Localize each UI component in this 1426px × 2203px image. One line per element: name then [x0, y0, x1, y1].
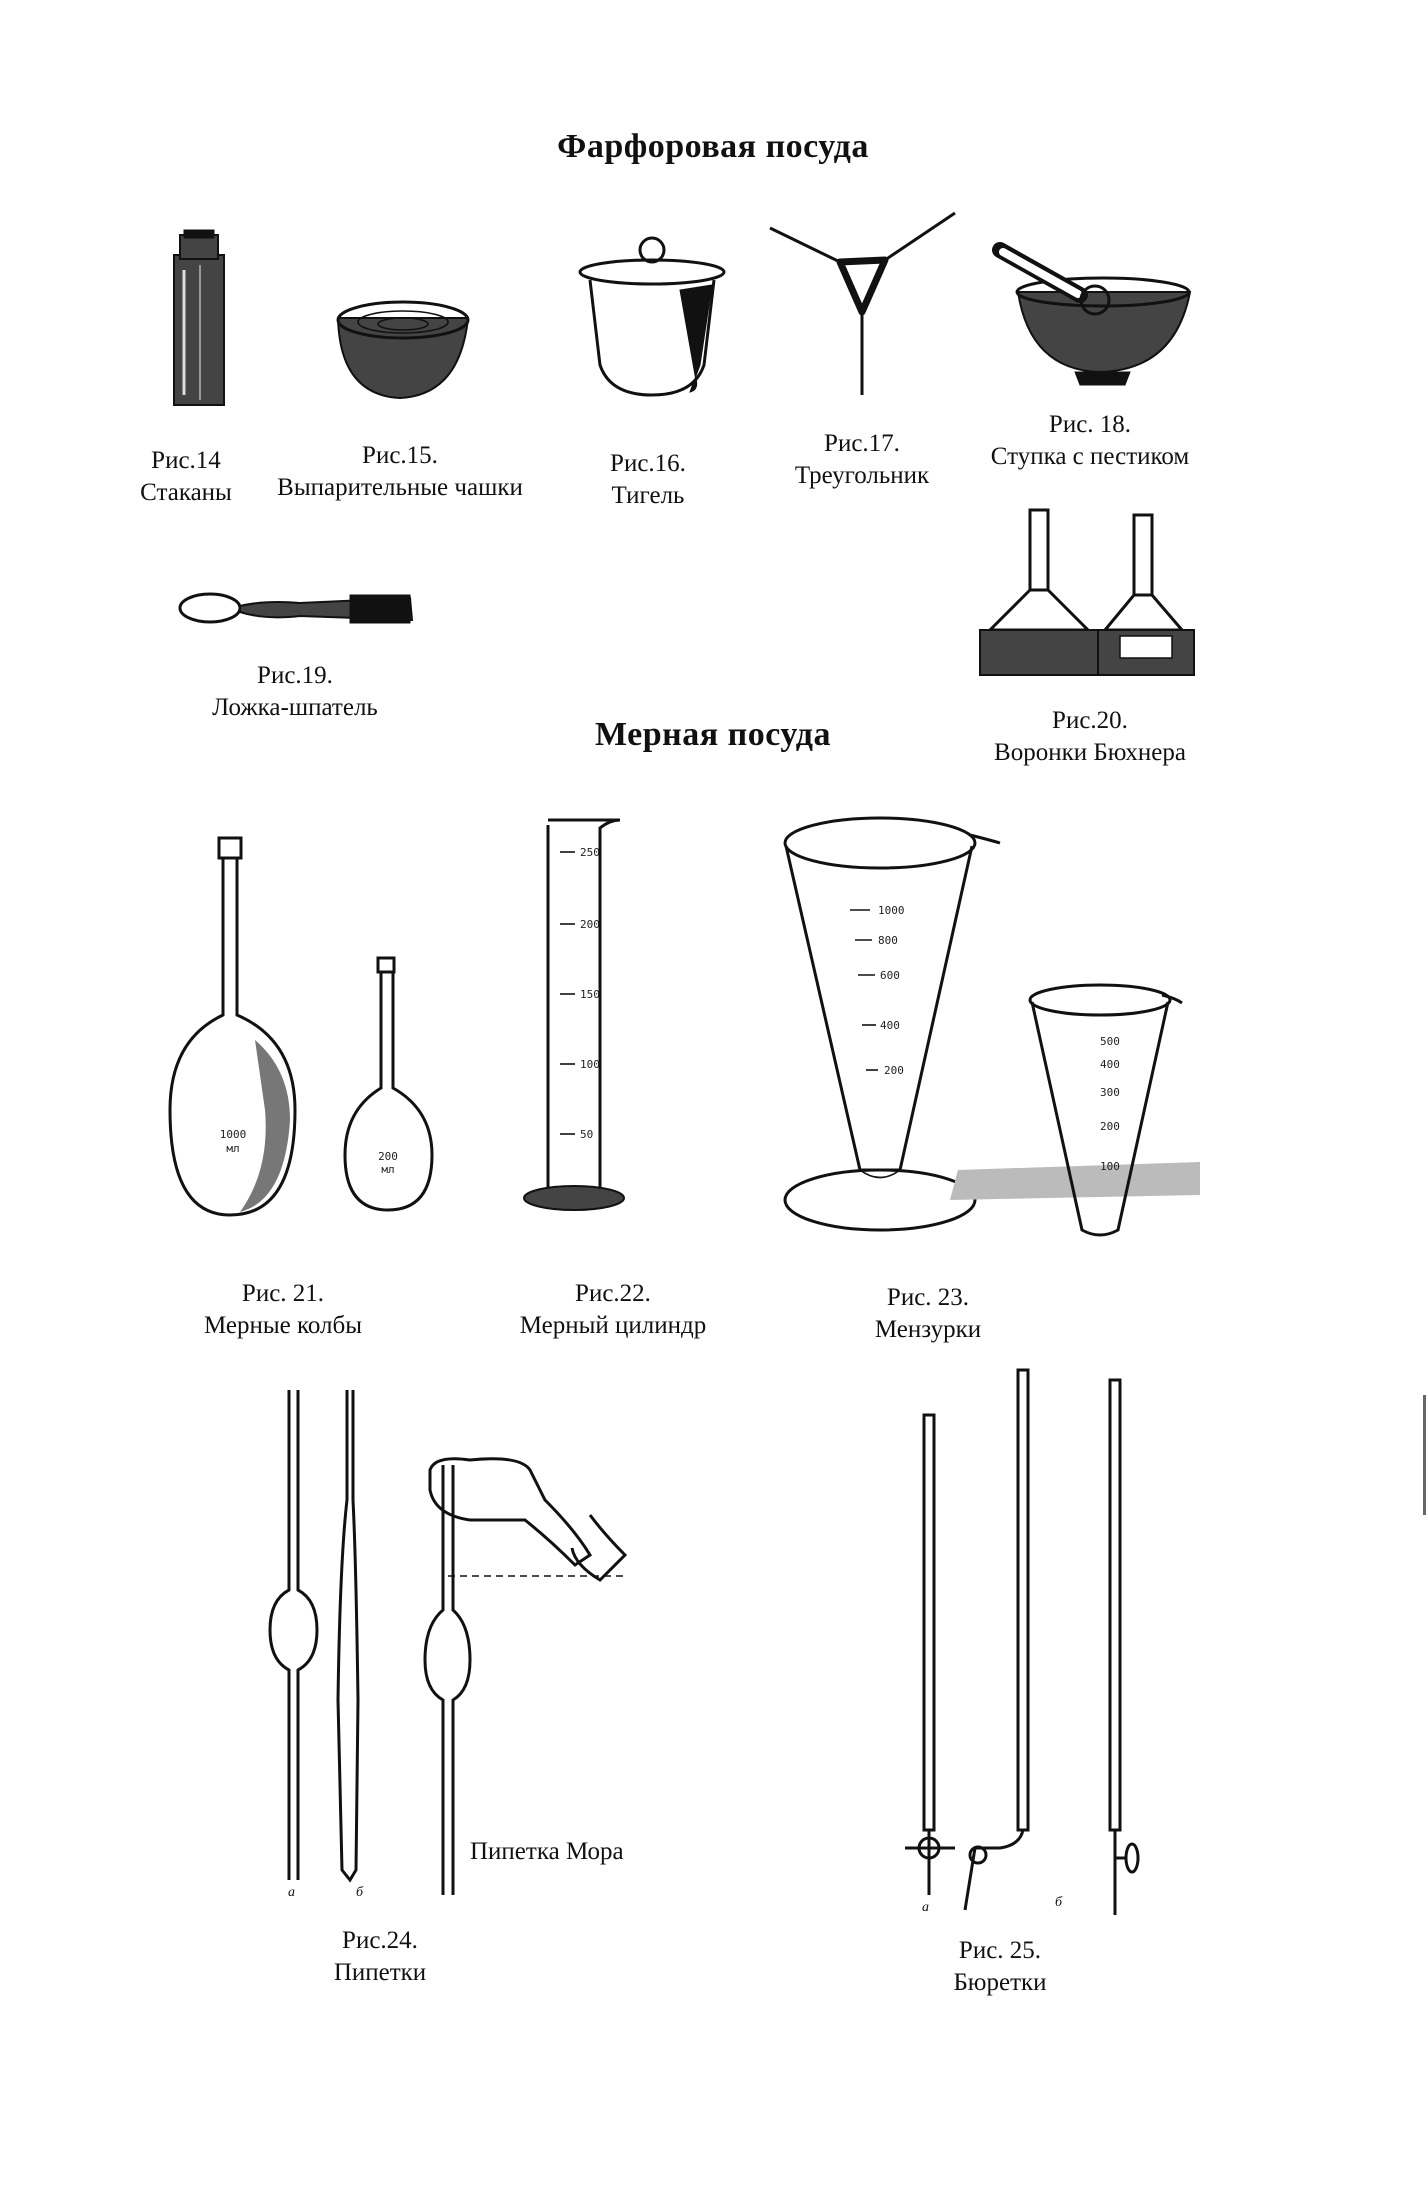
fig17-number: Рис.17. [824, 430, 900, 457]
cylinder-mark-50: 50 [580, 1128, 594, 1141]
short-beaker-mark-400: 400 [1100, 1058, 1120, 1071]
fig14-name: Стаканы [140, 479, 232, 506]
fig21-number: Рис. 21. [241, 1280, 325, 1307]
caption-fig23 [875, 1282, 981, 1346]
fig22-name: Мерный цилиндр [519, 1312, 707, 1339]
caption-fig24 [334, 1925, 426, 1989]
fig18-name: Ступка с пестиком [990, 443, 1190, 470]
fig24-number: Рис.24. [342, 1927, 418, 1954]
porcelain-section-title: Фарфоровая посуда [557, 128, 869, 165]
cylinder-mark-200: 200 [580, 918, 600, 931]
caption-fig21 [204, 1278, 362, 1342]
fig16-number: Рис.16. [610, 450, 686, 477]
measuring-beaker-icon [785, 818, 1200, 1235]
burette-icon [905, 1370, 1138, 1915]
crucible-icon [580, 238, 724, 395]
fig15-number: Рис.15. [362, 442, 438, 469]
buchner-funnel-icon [980, 510, 1194, 675]
stacked-beakers-icon [174, 230, 224, 405]
fig17-name: Треугольник [794, 462, 930, 489]
fig24-name: Пипетки [333, 1959, 427, 1986]
short-beaker-mark-100: 100 [1100, 1160, 1120, 1173]
caption-fig22 [520, 1278, 707, 1342]
pipette-label-b: б [356, 1885, 364, 1900]
tall-beaker-mark-400: 400 [880, 1019, 900, 1032]
tall-beaker-mark-600: 600 [880, 969, 900, 982]
short-beaker-mark-500: 500 [1100, 1035, 1120, 1048]
fig19-number: Рис.19. [257, 662, 333, 689]
burette-label-b: б [1055, 1895, 1063, 1910]
measuring-section-title: Мерная посуда [595, 716, 831, 753]
fig16-name: Тигель [611, 482, 685, 509]
fig23-number: Рис. 23. [886, 1284, 970, 1311]
caption-fig25 [953, 1935, 1046, 1999]
caption-fig14 [140, 445, 232, 509]
short-beaker-mark-300: 300 [1100, 1086, 1120, 1099]
caption-fig19 [212, 660, 378, 724]
tall-beaker-mark-1000: 1000 [878, 904, 905, 917]
caption-fig18 [991, 409, 1190, 473]
pipette-icon [270, 1390, 625, 1895]
fig20-name: Воронки Бюхнера [994, 739, 1186, 766]
fig14-number: Рис.14 [151, 447, 221, 474]
fig19-name: Ложка-шпатель [212, 694, 378, 721]
cylinder-mark-250: 250 [580, 846, 600, 859]
fig21-name: Мерные колбы [203, 1312, 363, 1339]
mortar-pestle-icon [1000, 250, 1190, 385]
fig22-number: Рис.22. [575, 1280, 651, 1307]
fig25-number: Рис. 25. [958, 1937, 1042, 1964]
fig18-number: Рис. 18. [1048, 411, 1132, 438]
fig23-name: Мензурки [874, 1316, 982, 1343]
pipette-label-a: а [288, 1885, 295, 1900]
burette-label-a: а [922, 1900, 929, 1915]
pipe-clay-triangle-icon [770, 213, 955, 395]
evaporating-dish-icon [338, 302, 468, 398]
fig20-number: Рис.20. [1052, 707, 1128, 734]
tall-beaker-mark-800: 800 [878, 934, 898, 947]
flask-small-unit: мл [381, 1163, 395, 1176]
spoon-spatula-icon [180, 594, 412, 623]
short-beaker-mark-200: 200 [1100, 1120, 1120, 1133]
cylinder-mark-100: 100 [580, 1058, 600, 1071]
tall-beaker-mark-200: 200 [884, 1064, 904, 1077]
fig25-name: Бюретки [953, 1969, 1047, 1996]
caption-fig15 [277, 440, 523, 504]
mohr-pipette-label: Пипетка Мора [470, 1838, 624, 1865]
fig15-name: Выпарительные чашки [277, 474, 523, 501]
caption-fig16 [610, 448, 686, 512]
caption-fig17 [795, 428, 929, 492]
flask-small-volume: 200 [378, 1150, 398, 1163]
cylinder-mark-150: 150 [580, 988, 600, 1001]
flask-large-volume: 1000 [219, 1128, 247, 1141]
caption-fig20 [994, 705, 1186, 769]
flask-large-unit: мл [226, 1142, 240, 1155]
volumetric-flask-icon [170, 838, 432, 1215]
graduated-cylinder-icon [524, 820, 624, 1210]
